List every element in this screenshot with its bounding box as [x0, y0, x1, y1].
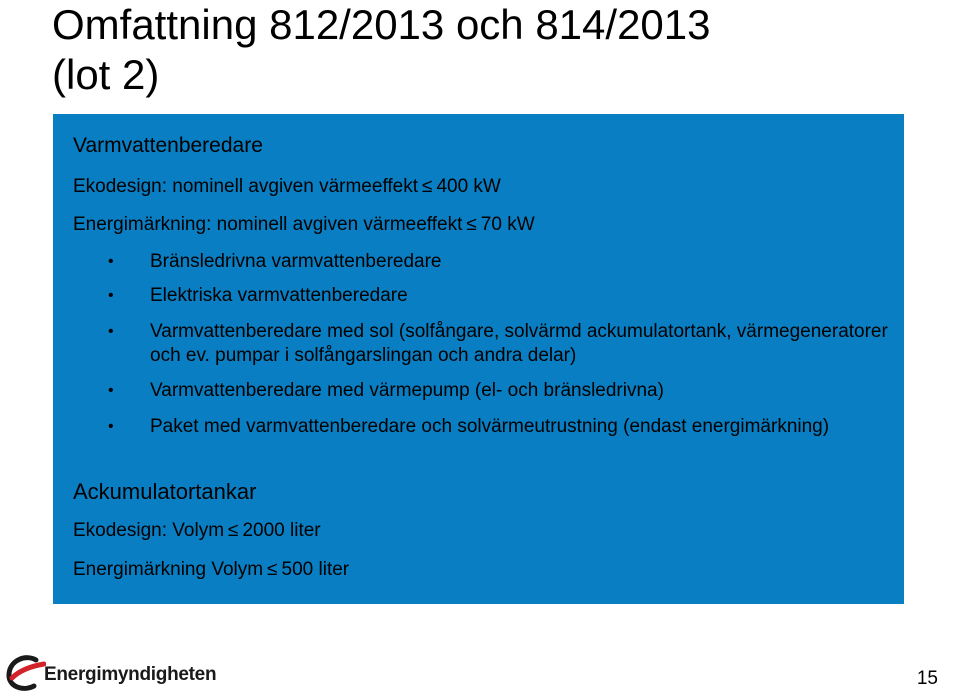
- page-number: 15: [916, 668, 938, 689]
- bullet-icon: •: [108, 287, 114, 304]
- content-box: Varmvattenberedare Ekodesign: nominell avgiven värmeeffekt ≤ 400 kW Energimärkning: nominell avgiven värmeeffekt ≤ 70 kW • Bränsledrivna varmvattenberedare • Elektriska varmvattenberedare • Varmvattenberedare med sol (solfångare, solvärmd ackumulatortank, värmegeneratorer och ev. pumpar i solfångarslingan och andra delar) • Varmvattenberedare med värmepump (el- och bränsledrivna) • Paket med varmvattenberedare och solvärmeutrustning (endast energimärkning) Ackumulatortankar Ekodesign: Volym ≤ 2000 liter Energimärkning Volym ≤ 500 liter: [53, 114, 904, 604]
- logo-text: Energimyndigheten: [44, 664, 217, 685]
- slide-title: Omfattning 812/2013 och 814/2013 (lot 2): [52, 1, 711, 98]
- bullet-icon: •: [108, 382, 114, 399]
- labelling-line-storage-tanks: Energimärkning Volym ≤ 500 liter: [73, 559, 350, 580]
- ecodesign-line-storage-tanks: Ekodesign: Volym ≤ 2000 liter: [73, 520, 321, 541]
- energimyndigheten-logo: [6, 652, 217, 696]
- section-heading-water-heaters: Varmvattenberedare: [73, 134, 263, 157]
- less-equal-symbol: ≤: [228, 520, 239, 541]
- bullet-icon: •: [108, 418, 114, 435]
- bullet-icon: •: [108, 323, 114, 340]
- less-equal-symbol: ≤: [466, 214, 477, 235]
- section-heading-storage-tanks: Ackumulatortankar: [73, 479, 257, 504]
- less-equal-symbol: ≤: [422, 176, 433, 197]
- bullet-icon: •: [108, 253, 114, 270]
- labelling-line-water-heaters: Energimärkning: nominell avgiven värmeeffekt ≤ 70 kW: [73, 214, 535, 235]
- ecodesign-line-water-heaters: Ekodesign: nominell avgiven värmeeffekt ≤ 400 kW: [73, 176, 501, 197]
- logo-swoosh-icon: [6, 652, 46, 692]
- less-equal-symbol: ≤: [267, 559, 278, 580]
